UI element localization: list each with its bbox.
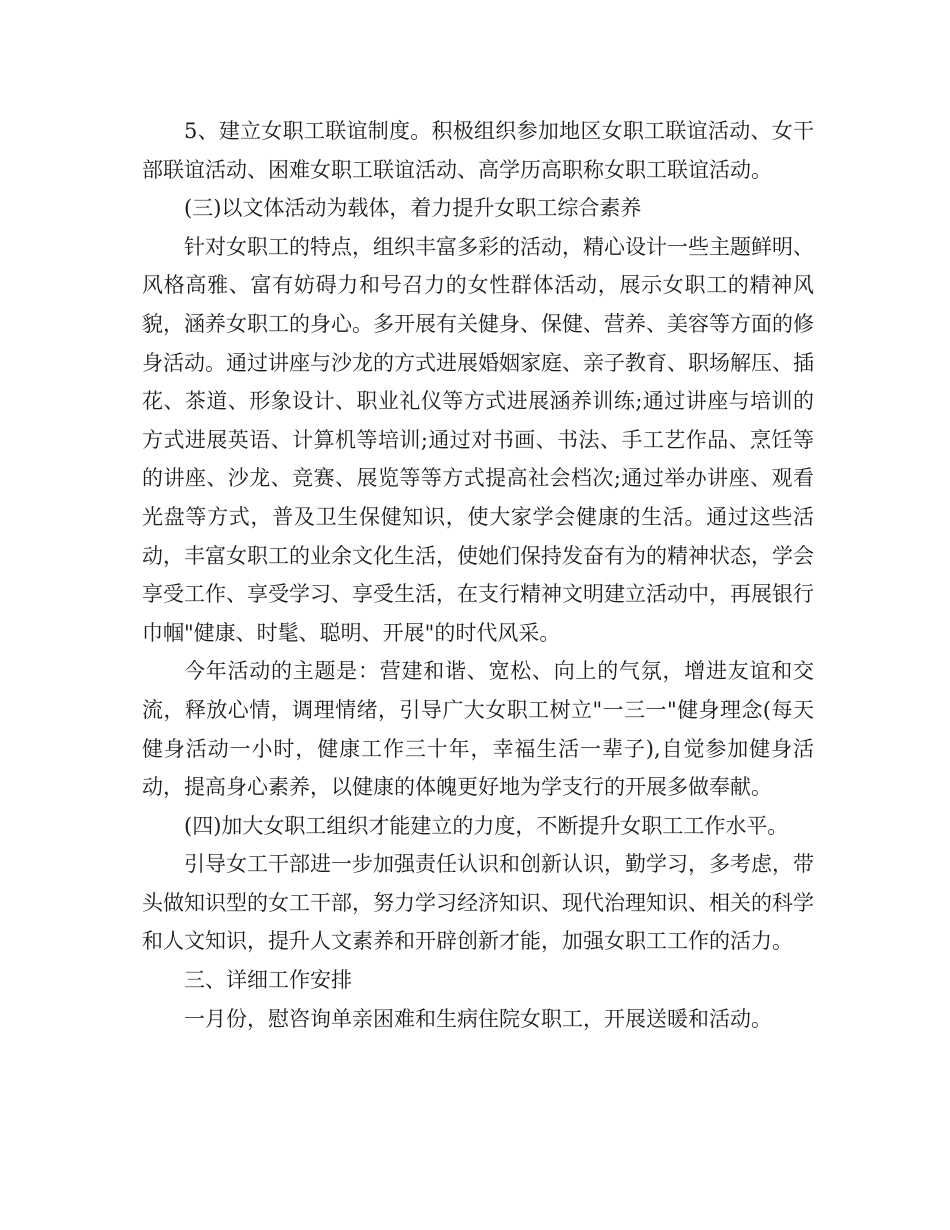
paragraph-cadre-guidance: 引导女工干部进一步加强责任认识和创新认识，勤学习，多考虑，带头做知识型的女工干部，努力学习经济知识、现代治理知识、相关的科学和人文知识，提升人文素养和开辟创新才能，加强女职工工作的活力。 — [142, 852, 814, 954]
heading-section-three: (三)以文体活动为载体，着力提升女职工综合素养 — [184, 196, 642, 221]
paragraph-january: 一月份，慰咨询单亲困难和生病住院女职工，开展送暖和活动。 — [184, 1006, 772, 1031]
paragraph-friendship-system: 5、建立女职工联谊制度。积极组织参加地区女职工联谊活动、女干部联谊活动、困难女职工联谊活动、高学历高职称女职工联谊活动。 — [142, 119, 814, 182]
document-body — [142, 112, 814, 1038]
paragraph-activity-theme: 今年活动的主题是：营建和谐、宽松、向上的气氛，增进友谊和交流，释放心情，调理情绪，引导广大女职工树立"一三一"健身理念(每天健身活动一小时，健康工作三十年，幸福生活一辈子),自觉参加健身活动，提高身心素养，以健康的体魄更好地为学支行的开展多做奉献。 — [142, 659, 814, 800]
heading-section-four: (四)加大女职工组织才能建立的力度，不断提升女职工工作水平。 — [184, 813, 789, 838]
paragraph-activities: 针对女职工的特点，组织丰富多彩的活动，精心设计一些主题鲜明、风格高雅、富有妨碍力和号召力的女性群体活动，展示女职工的精神风貌，涵养女职工的身心。多开展有关健身、保健、营养、美容等方面的修身活动。通过讲座与沙龙的方式进展婚姻家庭、亲子教育、职场解压、插花、茶道、形象设计、职业礼仪等方式进展涵养训练;通过讲座与培训的方式进展英语、计算机等培训;通过对书画、书法、手工艺作品、烹饪等的讲座、沙龙、竞赛、展览等等方式提高社会档次;通过举办讲座、观看光盘等方式，普及卫生保健知识，使大家学会健康的生活。通过这些活动，丰富女职工的业余文化生活，使她们保持发奋有为的精神状态，学会享受工作、享受学习、享受生活，在支行精神文明建立活动中，再展银行巾帼"健康、时髦、聪明、开展"的时代风采。 — [142, 234, 814, 645]
heading-work-arrangement: 三、详细工作安排 — [184, 968, 352, 993]
